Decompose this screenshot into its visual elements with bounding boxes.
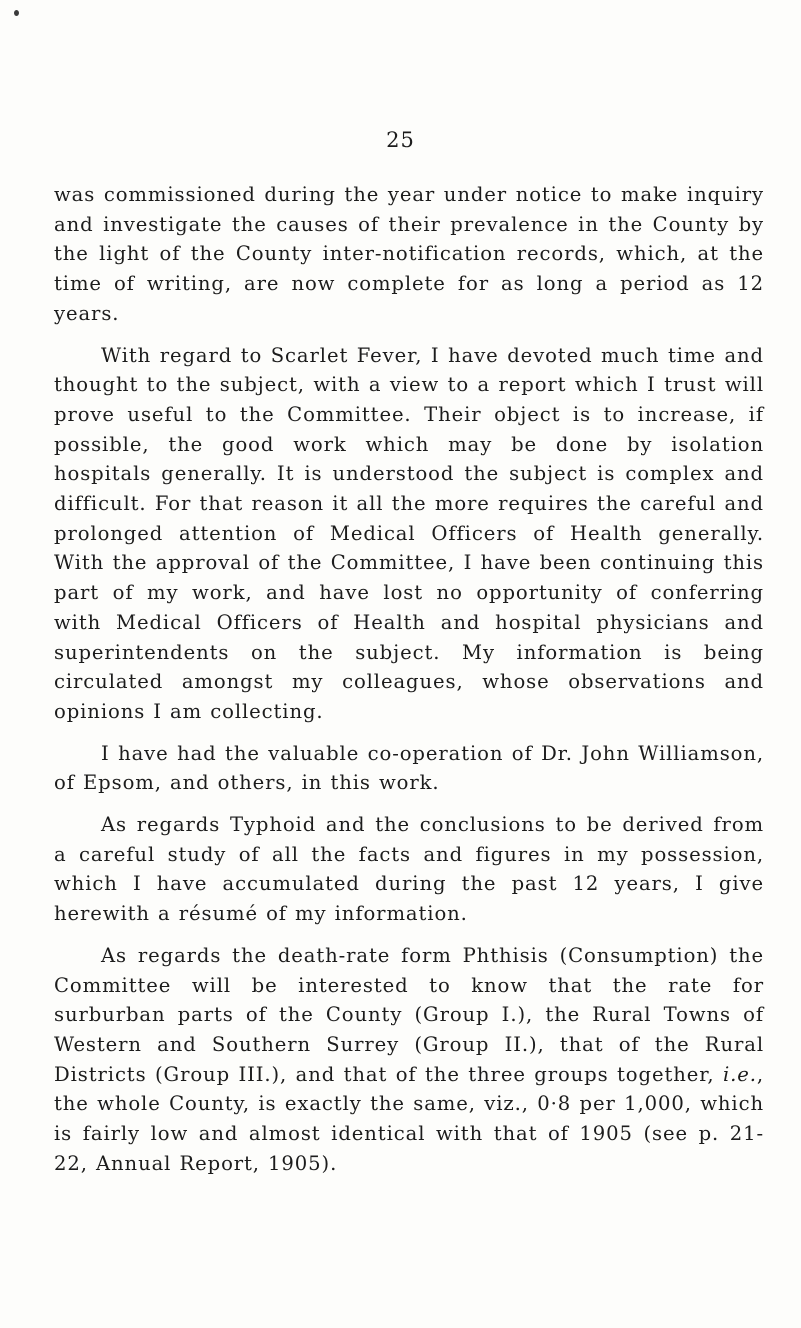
paragraph-phthisis xyxy=(54,941,764,1179)
print-speck xyxy=(14,10,19,16)
body-text xyxy=(54,180,764,1191)
phthisis-text-start: As regards the death-rate form Phthisis (Consumption) the Committee will be interested to know that the rate for surburban parts of the County (Group I.), the Rural Towns of Western and Southern Surrey (Group II.), that of the Rural Districts (Group III.), and that of the three groups together, xyxy=(54,943,764,1086)
paragraph-continuation: was commissioned during the year under notice to make inquiry and investigate the causes of their prevalence in the County by the light of the County inter-notification records, which, at the time of writing, are now complete for as long a period as 12 years. xyxy=(54,183,764,325)
page-number: 25 xyxy=(386,128,415,152)
paragraph-co-operation: I have had the valuable co-operation of Dr. John Williamson, of Epsom, and others, in this work. xyxy=(54,741,764,795)
paragraph-scarlet-fever: With regard to Scarlet Fever, I have devoted much time and thought to the subject, with a view to a report which I trust will prove useful to the Committee. Their object is to increase, if possible, the good work which may be done by isolation hospitals generally. It is understood the subject is complex and difficult. For that reason it all the more requires the careful and prolonged attention of Medical Officers of Health generally. With the approval of the Committee, I have been continuing this part of my work, and have lost no opportunity of conferring with Medical Officers of Health and hospital physicians and superintendents on the subject. My information is being circulated amongst my colleagues, whose observations and opinions I am collecting. xyxy=(54,343,764,723)
phthisis-text-end: , the whole County, is exactly the same, viz., 0·8 per 1,000, which is fairly low and almost identical with that of 1905 (see p. 21-22, Annual Report, 1905). xyxy=(54,1062,764,1175)
phthisis-text-italic: i.e. xyxy=(722,1062,757,1086)
paragraph-typhoid: As regards Typhoid and the conclusions to be derived from a careful study of all the facts and figures in my possession, which I have accumulated during the past 12 years, I give herewith a résumé of my information. xyxy=(54,813,764,926)
